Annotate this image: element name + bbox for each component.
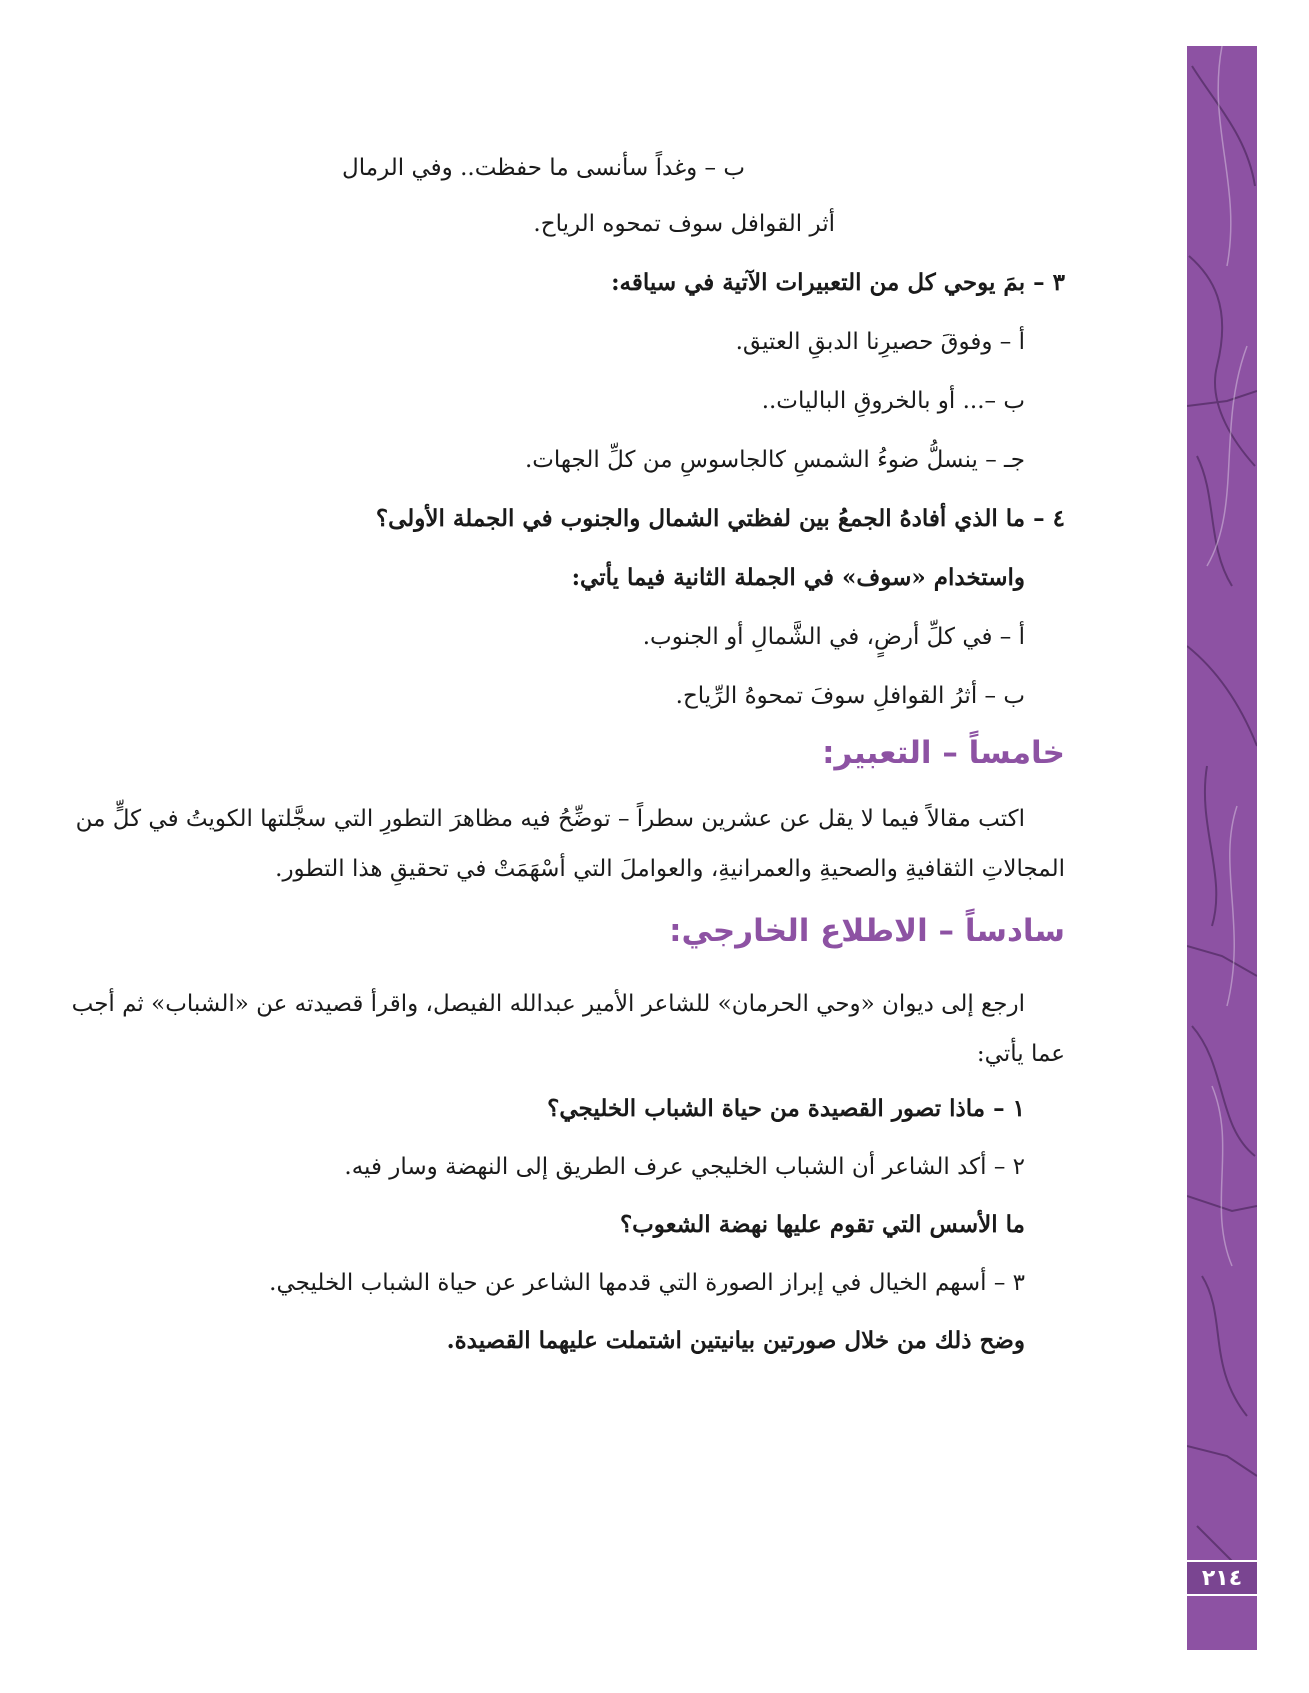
section-6-question-1: ١ – ماذا تصور القصيدة من حياة الشباب الخليجي؟: [547, 1095, 1025, 1122]
section-6-question-2-sub: ما الأسس التي تقوم عليها نهضة الشعوب؟: [619, 1211, 1025, 1238]
question-4-title-line1: ٤ – ما الذي أفادهُ الجمعُ بين لفظتي الشمال والجنوب في الجملة الأولى؟: [375, 505, 1065, 532]
section-5-heading: خامساً – التعبير:: [822, 735, 1065, 771]
section-6-question-3-sub: وضح ذلك من خلال صورتين بيانيتين اشتملت عليهما القصيدة.: [446, 1327, 1025, 1354]
section-5-text-line1: اكتب مقالاً فيما لا يقل عن عشرين سطراً – توضِّحُ فيه مظاهرَ التطورِ التي سجَّلتها الكويتُ في كلٍّ من: [75, 806, 1025, 832]
section-6-intro-line2: عما يأتي:: [976, 1041, 1065, 1067]
question-4-title-line2: واستخدام «سوف» في الجملة الثانية فيما يأتي:: [571, 564, 1025, 591]
section-6-question-2: ٢ – أكد الشاعر أن الشباب الخليجي عرف الطريق إلى النهضة وسار فيه.: [344, 1154, 1025, 1180]
question-4-item-a: أ – في كلِّ أرضٍ، في الشَّمالِ أو الجنوب.: [642, 624, 1025, 650]
question-3-title: ٣ – بمَ يوحي كل من التعبيرات الآتية في سياقه:: [611, 269, 1065, 296]
section-6-intro-line1: ارجع إلى ديوان «وحي الحرمان» للشاعر الأمير عبدالله الفيصل، واقرأ قصيدته عن «الشباب» ثم أجب: [71, 991, 1025, 1017]
section-5-text-line2: المجالاتِ الثقافيةِ والصحيةِ والعمرانيةِ، والعواملَ التي أسْهَمَتْ في تحقيقِ هذا التطور.: [275, 856, 1065, 882]
section-6-heading: سادساً – الاطلاع الخارجي:: [669, 913, 1065, 949]
poem-b-line2: أثر القوافل سوف تمحوه الرياح.: [533, 211, 835, 237]
question-3-item-c: جـ – ينسلُّ ضوءُ الشمسِ كالجاسوسِ من كلِّ الجهات.: [524, 447, 1025, 473]
question-4-item-b: ب – أثرُ القوافلِ سوفَ تمحوهُ الرِّياح.: [675, 683, 1025, 709]
page-number: ٢١٤: [1187, 1560, 1257, 1596]
question-3-item-a: أ – وفوقَ حصيرِنا الدبقِ العتيق.: [735, 329, 1025, 355]
poem-b-line1: ب – وغداً سأنسى ما حفظت.. وفي الرمال: [342, 155, 745, 181]
section-6-question-3: ٣ – أسهم الخيال في إبراز الصورة التي قدمها الشاعر عن حياة الشباب الخليجي.: [269, 1270, 1025, 1296]
question-3-item-b: ب –... أو بالخروقِ الباليات..: [761, 388, 1025, 414]
page-content: [71, 0, 1150, 1693]
sidebar-pattern: [1187, 46, 1257, 1650]
decorative-sidebar: [1187, 46, 1257, 1650]
